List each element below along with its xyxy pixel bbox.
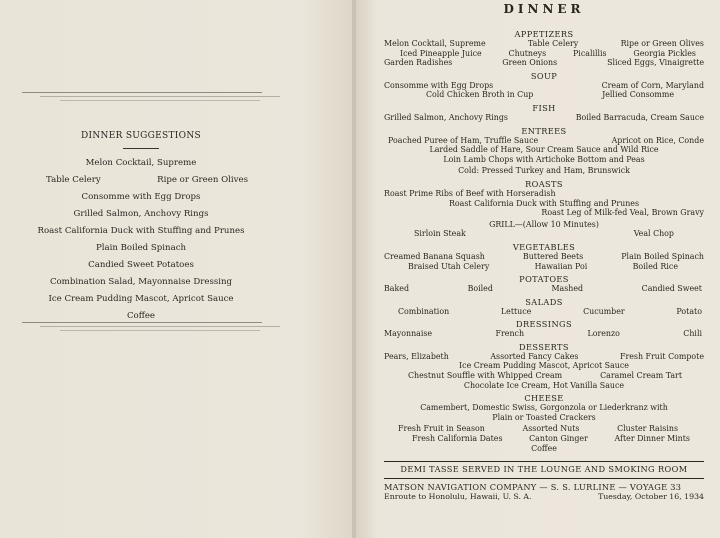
- menu-item: Baked: [384, 284, 410, 294]
- menu-row: [384, 81, 704, 91]
- menu-item: Cucumber: [583, 306, 625, 316]
- suggestion-item: Ripe or Green Olives: [157, 175, 248, 185]
- menu-row: [384, 199, 704, 209]
- section-heading: DRESSINGS: [516, 319, 572, 330]
- menu-item: Ice Cream Pudding Mascot, Apricot Sauce: [459, 361, 629, 371]
- menu-row: [384, 352, 704, 362]
- menu-item: Combination: [398, 306, 450, 316]
- menu-item: Mashed: [551, 284, 584, 294]
- bottom-divider-2: [40, 326, 280, 327]
- menu-row: [384, 403, 704, 413]
- menu-item: Lorenzo: [587, 329, 620, 339]
- menu-item: Chocolate Ice Cream, Hot Vanilla Sauce: [463, 380, 625, 390]
- menu-row: [384, 381, 704, 391]
- menu-item: Chutneys: [508, 48, 547, 58]
- menu-row: [384, 229, 704, 239]
- menu-item: Roast California Duck with Stuffing and Prunes: [448, 198, 640, 208]
- menu-item: Iced Pineapple Juice: [400, 48, 482, 58]
- menu-item: Melon Cocktail, Supreme: [384, 39, 486, 48]
- section-heading: ROASTS: [525, 178, 563, 189]
- footer-date: Tuesday, October 16, 1934: [598, 492, 704, 502]
- section-heading: POTATOES: [519, 274, 569, 285]
- top-divider: [22, 92, 262, 93]
- demi-tasse-box: [384, 461, 704, 479]
- menu-item: Canton Ginger: [529, 434, 588, 444]
- suggestion-item: Roast California Duck with Stuffing and Prunes: [37, 226, 245, 236]
- menu-item: After Dinner Mints: [614, 434, 690, 444]
- menu-row: [384, 189, 704, 199]
- dinner-suggestions: [30, 128, 252, 325]
- menu-item: Jellied Consomme: [602, 90, 674, 100]
- menu-item: GRILL—(Allow 10 Minutes): [489, 219, 599, 229]
- title-underline: [123, 148, 159, 149]
- menu-item: Potato: [676, 306, 702, 316]
- menu-item: Consomme with Egg Drops: [384, 80, 494, 90]
- section-heading: SALADS: [525, 296, 563, 307]
- section-heading: CHEESE: [524, 393, 564, 404]
- menu-row: [384, 90, 704, 100]
- suggestions-title: DINNER SUGGESTIONS: [81, 131, 201, 141]
- menu-item: Cold: Pressed Turkey and Ham, Brunswick: [458, 166, 630, 176]
- menu-item: Picalillis: [572, 48, 607, 58]
- menu-item: Plain or Toasted Crackers: [492, 412, 596, 422]
- menu-row: [384, 262, 704, 272]
- menu-item: Roast Prime Ribs of Beef with Horseradish: [384, 188, 556, 198]
- footer-route-row: [384, 492, 704, 502]
- section-heading: ENTREES: [521, 125, 567, 136]
- menu-item: Lettuce: [500, 306, 532, 316]
- menu-item: Table Celery: [528, 39, 579, 48]
- menu-row: [384, 220, 704, 230]
- section-heading: SOUP: [530, 70, 558, 81]
- menu-item: Cream of Corn, Maryland: [601, 80, 704, 90]
- menu-item: Cold Chicken Broth in Cup: [426, 90, 534, 100]
- menu-item: Grilled Salmon, Anchovy Rings: [384, 112, 508, 122]
- menu-row: [384, 371, 704, 381]
- menu-row: [384, 413, 704, 423]
- menu-item: Apricot on Rice, Conde: [611, 135, 704, 145]
- section-heading: VEGETABLES: [512, 241, 576, 252]
- menu-item: Braised Utah Celery: [408, 261, 490, 271]
- menu-item: Mayonnaise: [384, 329, 433, 339]
- menu-item: Loin Lamb Chops with Artichoke Bottom and Peas: [443, 154, 645, 164]
- footer-route: Enroute to Honolulu, Hawaii, U. S. A.: [384, 492, 532, 502]
- suggestion-item: Ice Cream Pudding Mascot, Apricot Sauce: [48, 294, 234, 304]
- menu-item: Sirloin Steak: [414, 229, 466, 239]
- menu-item: Camembert, Domestic Swiss, Gorgonzola or Liederkranz with: [420, 403, 668, 413]
- menu-item: Ripe or Green Olives: [620, 39, 704, 48]
- menu-item: Boiled Barracuda, Cream Sauce: [575, 112, 704, 122]
- menu-item: Fresh Fruit in Season: [398, 424, 485, 434]
- menu-item: Plain Boiled Spinach: [621, 251, 704, 261]
- menu-row: [384, 424, 704, 434]
- menu-row: [384, 136, 704, 146]
- menu-item: Fresh California Dates: [412, 434, 503, 444]
- dinner-menu: [384, 0, 704, 502]
- top-divider-3: [60, 100, 260, 101]
- menu-item: Veal Chop: [633, 229, 674, 239]
- menu-row: [384, 49, 704, 59]
- menu-item: Georgia Pickles: [633, 48, 696, 58]
- footer-company: MATSON NAVIGATION COMPANY — S. S. LURLINE — VOYAGE 33: [384, 481, 682, 492]
- menu-item: Green Onions: [502, 58, 558, 68]
- section-heading: APPETIZERS: [514, 29, 574, 39]
- suggestion-item: Candied Sweet Potatoes: [88, 260, 194, 270]
- menu-item: Candied Sweet: [641, 284, 702, 294]
- menu-item: Boiled Rice: [632, 261, 678, 271]
- menu-item: Coffee: [531, 443, 557, 453]
- menu-row: [384, 329, 704, 339]
- bottom-divider-3: [60, 330, 260, 331]
- menu-item: Pears, Elizabeth: [384, 351, 449, 361]
- menu-item: Chili: [683, 329, 702, 339]
- section-heading: DESSERTS: [519, 341, 569, 352]
- suggestion-item: Grilled Salmon, Anchovy Rings: [73, 209, 209, 219]
- menu-item: Fresh Fruit Compote: [619, 351, 704, 361]
- demi-tasse-notice: DEMI TASSE SERVED IN THE LOUNGE AND SMOKING ROOM: [400, 464, 688, 475]
- menu-item: Sliced Eggs, Vinaigrette: [607, 58, 704, 68]
- menu-item: Poached Puree of Ham, Truffle Sauce: [388, 135, 539, 145]
- menu-item: Assorted Nuts: [522, 424, 580, 434]
- bottom-divider: [22, 322, 262, 323]
- menu-row: [384, 166, 704, 176]
- menu-row: [384, 113, 704, 123]
- menu-row: [384, 145, 704, 155]
- right-page: [356, 0, 720, 538]
- menu-item: Larded Saddle of Hare, Sour Cream Sauce and Wild Rice: [429, 145, 659, 155]
- demi-rule-bottom: [384, 478, 704, 479]
- suggestion-item: Consomme with Egg Drops: [81, 192, 201, 202]
- menu-item: Hawaiian Poi: [534, 261, 588, 271]
- menu-item: Garden Radishes: [384, 58, 453, 68]
- suggestion-item: Combination Salad, Mayonnaise Dressing: [49, 277, 233, 287]
- section-heading: FISH: [532, 102, 556, 113]
- menu-item: Caramel Cream Tart: [600, 371, 682, 381]
- suggestion-item: Melon Cocktail, Supreme: [85, 158, 197, 168]
- menu-row: [384, 39, 704, 49]
- menu-item: Creamed Banana Squash: [384, 251, 485, 261]
- menu-row: [384, 361, 704, 371]
- suggestion-item: Plain Boiled Spinach: [95, 243, 187, 253]
- menu-row: [384, 208, 704, 218]
- menu-item: Boiled: [467, 284, 493, 294]
- menu-title: DINNER: [503, 2, 585, 16]
- menu-row: [384, 307, 704, 317]
- top-divider-2: [40, 96, 280, 97]
- menu-item: Cluster Raisins: [617, 424, 678, 434]
- menu-row: [384, 444, 704, 454]
- menu-row: [384, 284, 704, 294]
- menu-item: Chestnut Souffle with Whipped Cream: [408, 371, 563, 381]
- menu-item: Assorted Fancy Cakes: [490, 351, 579, 361]
- menu-row: [384, 252, 704, 262]
- menu-row: [384, 58, 704, 68]
- menu-item: Roast Leg of Milk-fed Veal, Brown Gravy: [541, 208, 704, 218]
- suggestion-row: [30, 172, 252, 189]
- menu-item: Buttered Beets: [522, 251, 584, 261]
- menu-row: [384, 434, 704, 444]
- menu-item: French: [495, 329, 525, 339]
- suggestion-item: Coffee: [126, 311, 156, 321]
- suggestion-item: Table Celery: [46, 175, 101, 185]
- left-page: [0, 0, 354, 538]
- menu-row: [384, 155, 704, 165]
